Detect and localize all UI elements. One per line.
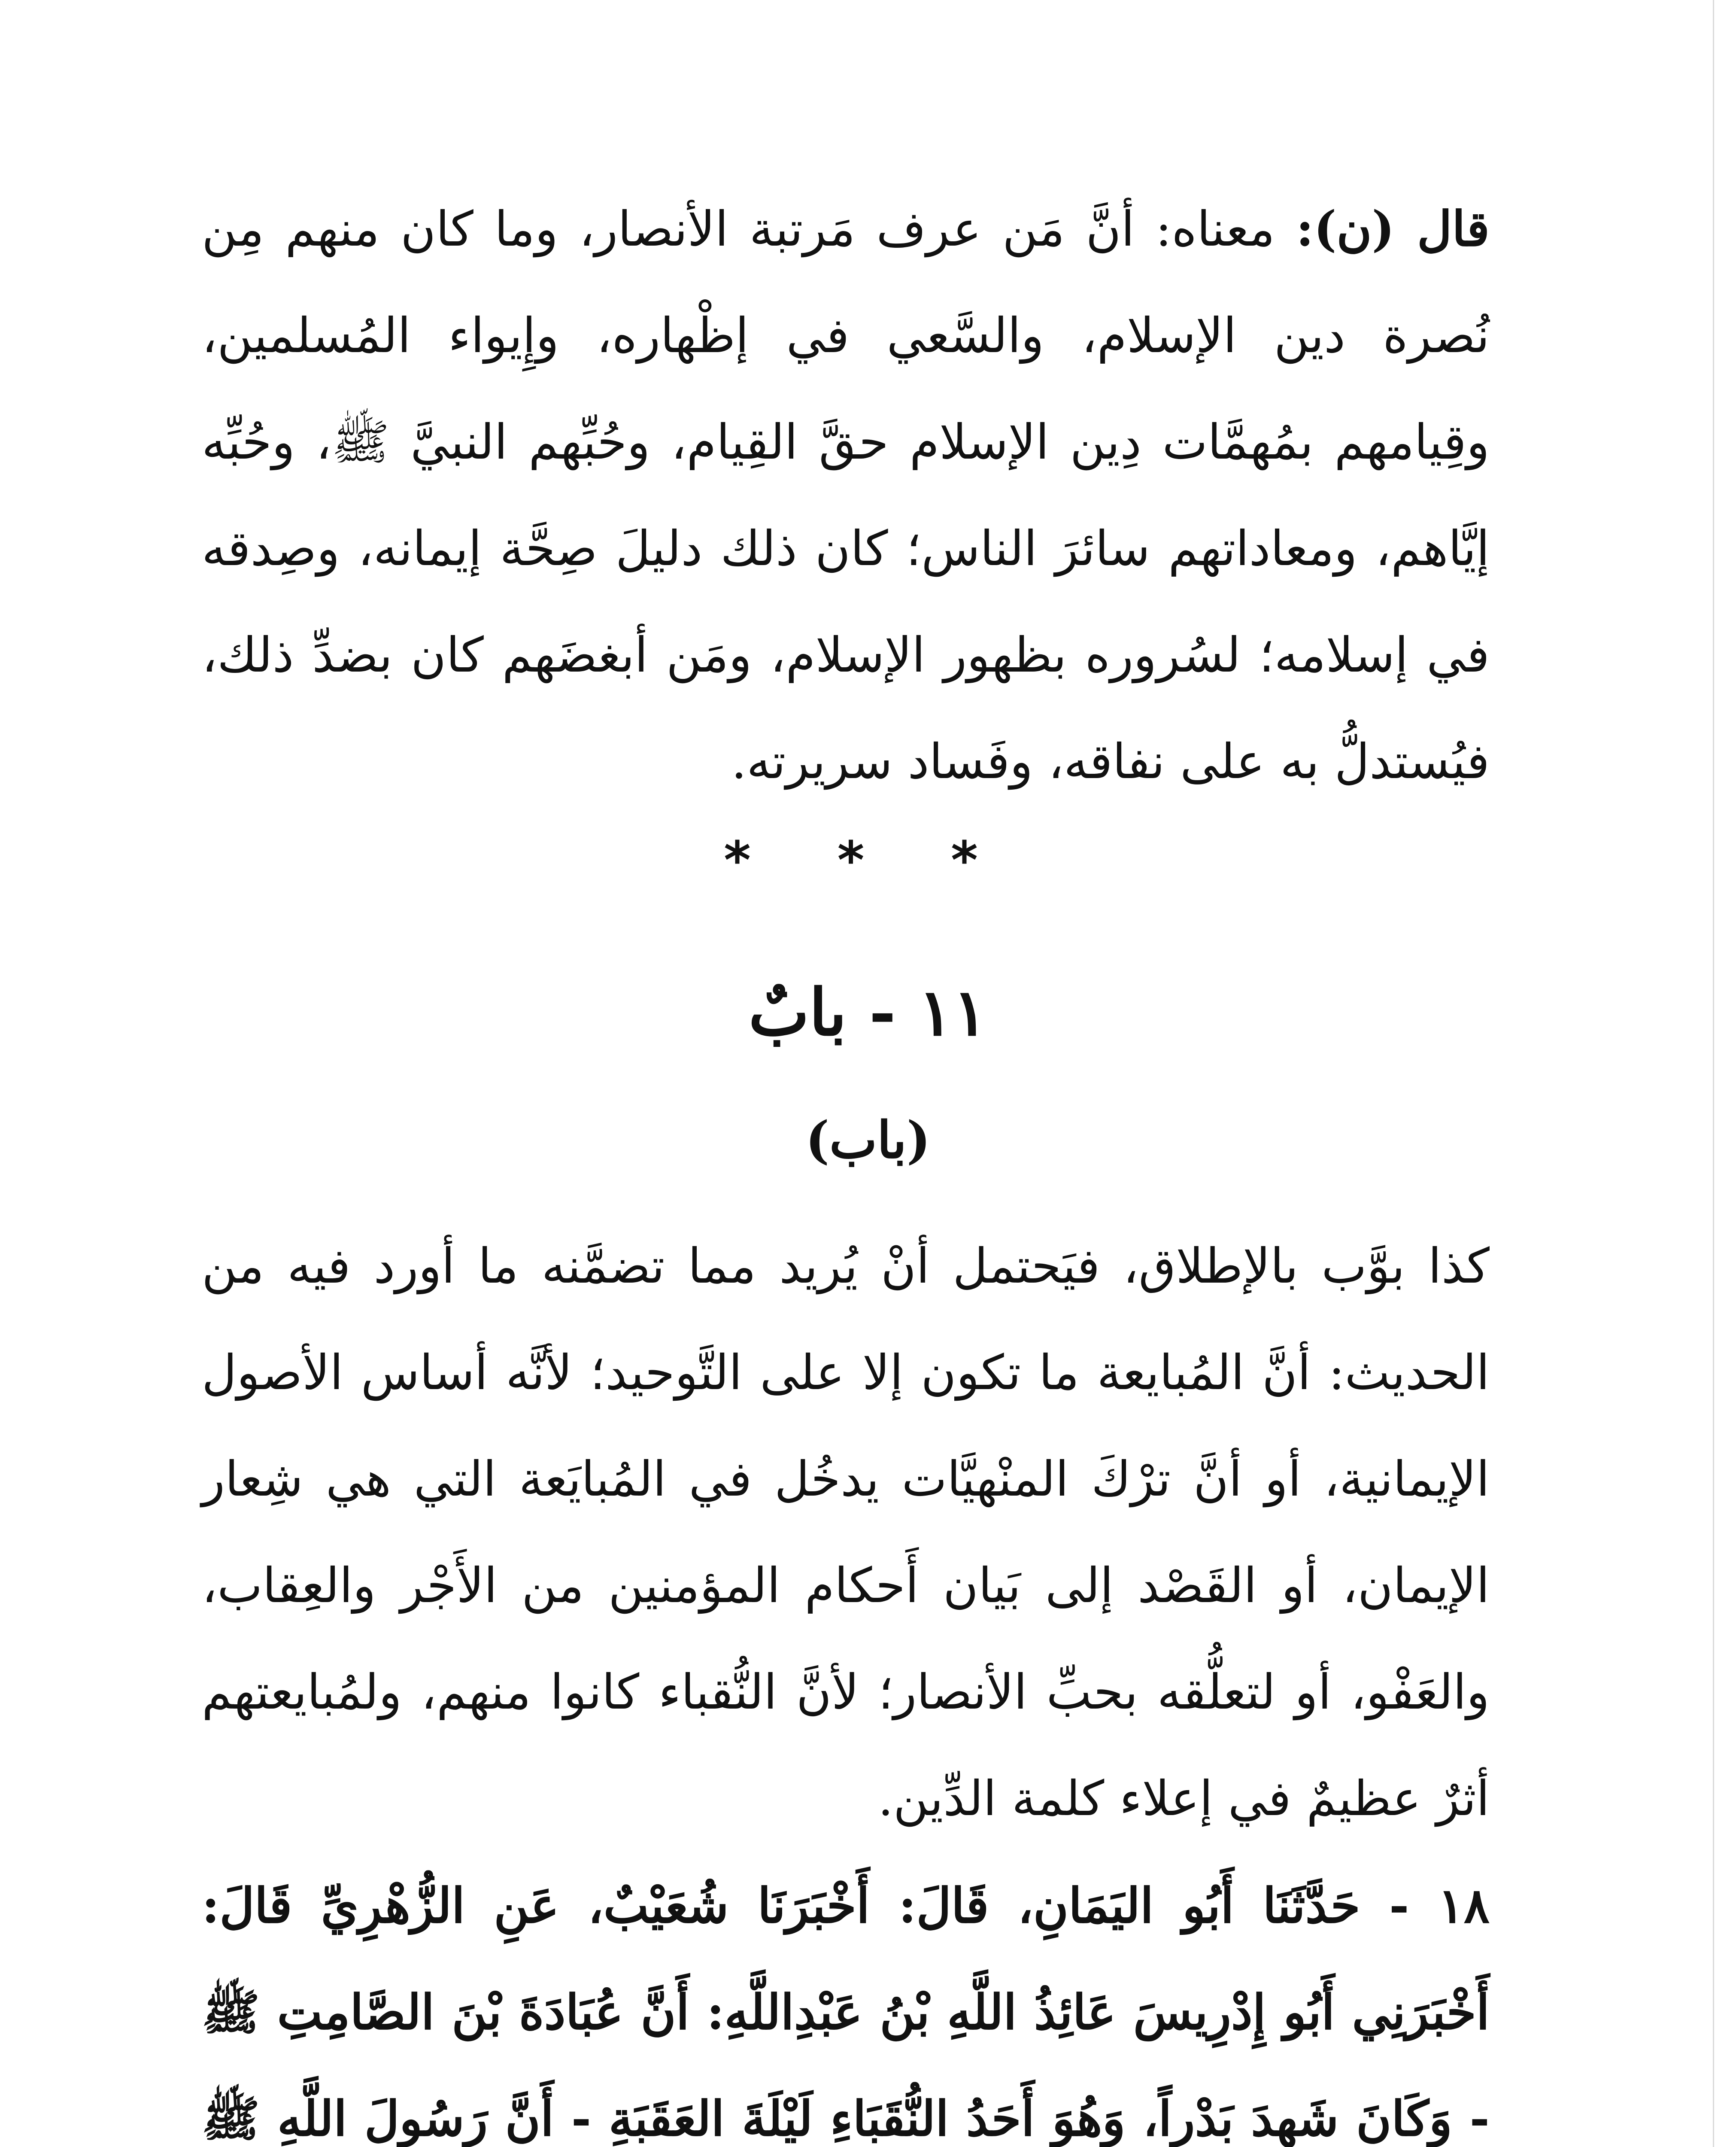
page-gutter-divider bbox=[1713, 0, 1714, 2147]
commentary-paragraph bbox=[202, 176, 1490, 815]
chapter-title: ١١ - بابٌ bbox=[748, 975, 988, 1050]
section-separator: * * * bbox=[724, 831, 1012, 891]
commentary-text bbox=[202, 176, 1490, 815]
chapter-explanation-paragraph bbox=[202, 1213, 1490, 1852]
hadith-paragraph bbox=[202, 1853, 1490, 2147]
chapter-subheading: (باب) bbox=[805, 1110, 931, 1170]
hadith-text: ١٨ - حَدَّثَنَا أَبُو اليَمَانِ، قَالَ: أَخْبَرَنَا شُعَيْبٌ، عَنِ الزُّهْرِيِّ قَالَ: أَخْبَرَنِي أَبُو إِدْرِيسَ عَائِذُ اللَّهِ بْنُ عَبْدِاللَّهِ: أَنَّ عُبَادَةَ بْنَ الصَّامِتِ ﷺ - وَكَانَ شَهِدَ بَدْراً، وَهُوَ أَحَدُ النُّقَبَاءِ لَيْلَةَ العَقَبَةِ - أَنَّ رَسُولَ اللَّهِ ﷺ bbox=[202, 1878, 1490, 2147]
commentary-lead: قال (ن): bbox=[1296, 201, 1490, 257]
commentary-body: معناه: أنَّ مَن عرف مَرتبة الأنصار، وما كان منهم مِن نُصرة دين الإسلام، والسَّعي في إظْهاره، وإِيواء المُسلمين، وقِيامهم بمُهمَّات دِين الإسلام حقَّ القِيام، وحُبِّهم النبيَّ ﷺ، وحُبِّه إيَّاهم، ومعاداتهم سائرَ الناس؛ كان ذلك دليلَ صِحَّة إيمانه، وصِدقه في إسلامه؛ لسُروره بظهور الإسلام، ومَن أبغضَهم كان بضدِّ ذلك، فيُستدلُّ به على نفاقه، وفَساد سريرته. bbox=[202, 201, 1490, 790]
chapter-explanation-text: كذا بوَّب بالإطلاق، فيَحتمل أنْ يُريد مما تضمَّنه ما أورد فيه من الحديث: أنَّ المُبايعة ما تكون إلا على التَّوحيد؛ لأنَّه أساس الأصول الإيمانية، أو أنَّ ترْكَ المنْهيَّات يدخُل في المُبايَعة التي هي شِعار الإيمان، أو القَصْد إلى بَيان أَحكام المؤمنين من الأَجْر والعِقاب، والعَفْو، أو لتعلُّقه بحبِّ الأنصار؛ لأنَّ النُّقباء كانوا منهم، ولمُبايعتهم أثرٌ عظيمٌ في إعلاء كلمة الدِّين. bbox=[202, 1238, 1490, 1827]
